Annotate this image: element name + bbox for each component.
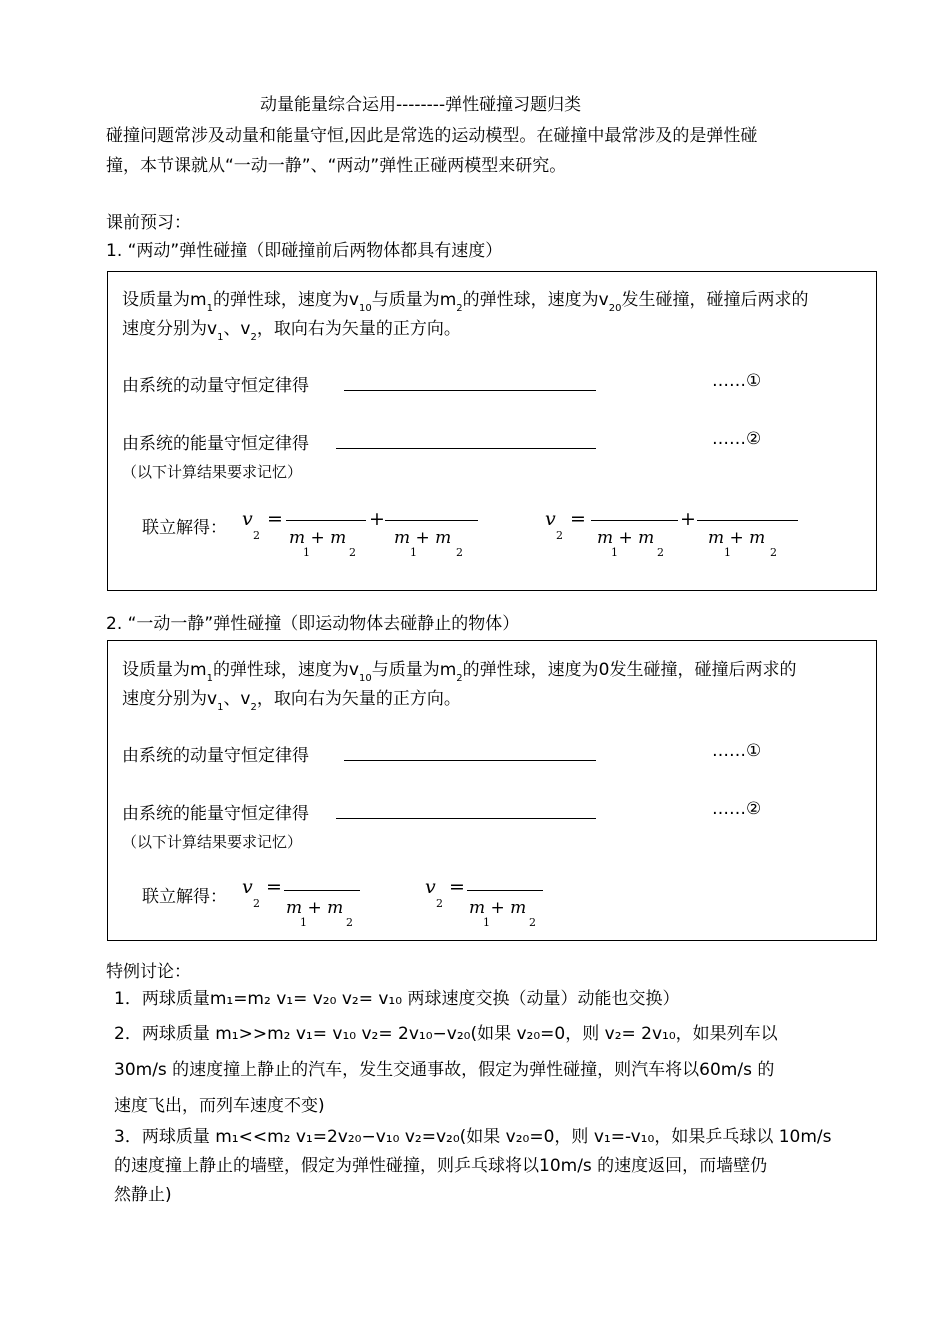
special-case-1: 1．两球质量m₁=m₂ v₁= v₂₀ v₂= v₁₀ 两球速度交换（动量）动能也交换） <box>114 989 680 1009</box>
denominator-sub-2: 2 <box>349 546 356 559</box>
formula-v-symbol: v <box>242 876 253 898</box>
special-case-3-line-2: 的速度撞上静止的墙壁，假定为弹性碰撞，则乒乓球将以10m/s 的速度返回，而墙壁仍 <box>114 1156 768 1176</box>
special-label: 特例讨论： <box>106 962 191 982</box>
fraction-bar <box>697 520 798 521</box>
formula-v-symbol: v <box>242 508 253 530</box>
section1-marker1: ……① <box>712 371 762 391</box>
fraction-bar <box>591 520 678 521</box>
section2-heading: 2. “一动一静”弹性碰撞（即运动物体去碰静止的物体） <box>106 614 520 634</box>
fraction-bar <box>467 890 543 891</box>
fraction-denominator: m + m <box>286 898 344 918</box>
formula-v-symbol: v <box>425 876 436 898</box>
formula-v-symbol: v <box>545 508 556 530</box>
denominator-sub-1: 1 <box>300 916 307 929</box>
fraction-denominator: m + m <box>708 528 766 548</box>
fraction-denominator: m + m <box>469 898 527 918</box>
section2-setup-line1: 设质量为$m_1$的弹性球，速度为$v_{10}$与质量为$m_2$的弹性球，速度为0发生碰撞，碰撞后两求的 <box>122 660 797 684</box>
denominator-sub-2: 2 <box>770 546 777 559</box>
special-case-2-line-3: 速度飞出，而列车速度不变) <box>114 1096 325 1116</box>
denominator-sub-2: 2 <box>529 916 536 929</box>
section2-energy-label: 由系统的能量守恒定律得 <box>122 804 309 824</box>
section1-setup-line2: 速度分别为$v_1$、$v_2$，取向右为矢量的正方向。 <box>122 319 461 343</box>
denominator-sub-1: 1 <box>724 546 731 559</box>
equals-sign: = <box>267 508 283 530</box>
fraction-bar <box>385 520 478 521</box>
page-title: 动量能量综合运用--------弹性碰撞习题归类 <box>260 95 582 115</box>
section2-marker1: ……① <box>712 741 762 761</box>
fraction-denominator: m + m <box>597 528 655 548</box>
equals-sign: = <box>449 876 465 898</box>
section1-momentum-blank[interactable] <box>344 390 596 391</box>
denominator-sub-1: 1 <box>303 546 310 559</box>
formula-v-subscript: 2 <box>253 529 260 542</box>
section2-solve-label: 联立解得： <box>142 887 227 907</box>
special-case-2-line-1: 2．两球质量 m₁>>m₂ v₁= v₁₀ v₂= 2v₁₀−v₂₀(如果 v₂₀=0，则 v₂= 2v₁₀，如果列车以 <box>114 1024 778 1044</box>
plus-sign: + <box>369 508 385 530</box>
special-case-2-line-2: 30m/s 的速度撞上静止的汽车，发生交通事故，假定为弹性碰撞，则汽车将以60m/s 的 <box>114 1060 775 1080</box>
special-case-3-line-3: 然静止) <box>114 1185 172 1205</box>
section1-marker2: ……② <box>712 429 762 449</box>
formula-v-subscript: 2 <box>436 897 443 910</box>
intro-line-2: 撞，本节课就从“一动一静”、“两动”弹性正碰两模型来研究。 <box>106 156 567 176</box>
section1-solve-label: 联立解得： <box>142 518 227 538</box>
equals-sign: = <box>570 508 586 530</box>
denominator-sub-1: 1 <box>611 546 618 559</box>
section1-memo-note: （以下计算结果要求记忆） <box>122 463 303 481</box>
section2-energy-blank[interactable] <box>336 818 596 819</box>
special-case-3-line-1: 3．两球质量 m₁<<m₂ v₁=2v₂₀−v₁₀ v₂=v₂₀(如果 v₂₀=0，则 v₁=-v₁₀，如果乒乓球以 10m/s <box>114 1127 832 1147</box>
denominator-sub-2: 2 <box>456 546 463 559</box>
preview-label: 课前预习： <box>106 213 191 233</box>
fraction-denominator: m + m <box>394 528 452 548</box>
denominator-sub-2: 2 <box>346 916 353 929</box>
section2-memo-note: （以下计算结果要求记忆） <box>122 833 303 851</box>
denominator-sub-1: 1 <box>410 546 417 559</box>
section1-momentum-label: 由系统的动量守恒定律得 <box>122 376 309 396</box>
section2-momentum-blank[interactable] <box>344 760 596 761</box>
intro-line-1: 碰撞问题常涉及动量和能量守恒,因此是常选的运动模型。在碰撞中最常涉及的是弹性碰 <box>106 126 758 146</box>
fraction-denominator: m + m <box>289 528 347 548</box>
formula-v-subscript: 2 <box>556 529 563 542</box>
fraction-bar <box>284 890 360 891</box>
fraction-bar <box>286 520 366 521</box>
section2-momentum-label: 由系统的动量守恒定律得 <box>122 746 309 766</box>
section1-energy-label: 由系统的能量守恒定律得 <box>122 434 309 454</box>
denominator-sub-1: 1 <box>483 916 490 929</box>
denominator-sub-2: 2 <box>657 546 664 559</box>
plus-sign: + <box>680 508 696 530</box>
section1-energy-blank[interactable] <box>336 448 596 449</box>
equals-sign: = <box>266 876 282 898</box>
section1-heading: 1. “两动”弹性碰撞（即碰撞前后两物体都具有速度） <box>106 241 503 261</box>
formula-v-subscript: 2 <box>253 897 260 910</box>
section1-setup-line1: 设质量为$m_1$的弹性球，速度为$v_{10}$与质量为$m_2$的弹性球，速度为$v_{20}$发生碰撞，碰撞后两求的 <box>122 290 809 314</box>
section2-marker2: ……② <box>712 799 762 819</box>
section2-setup-line2: 速度分别为$v_1$、$v_2$，取向右为矢量的正方向。 <box>122 689 461 713</box>
